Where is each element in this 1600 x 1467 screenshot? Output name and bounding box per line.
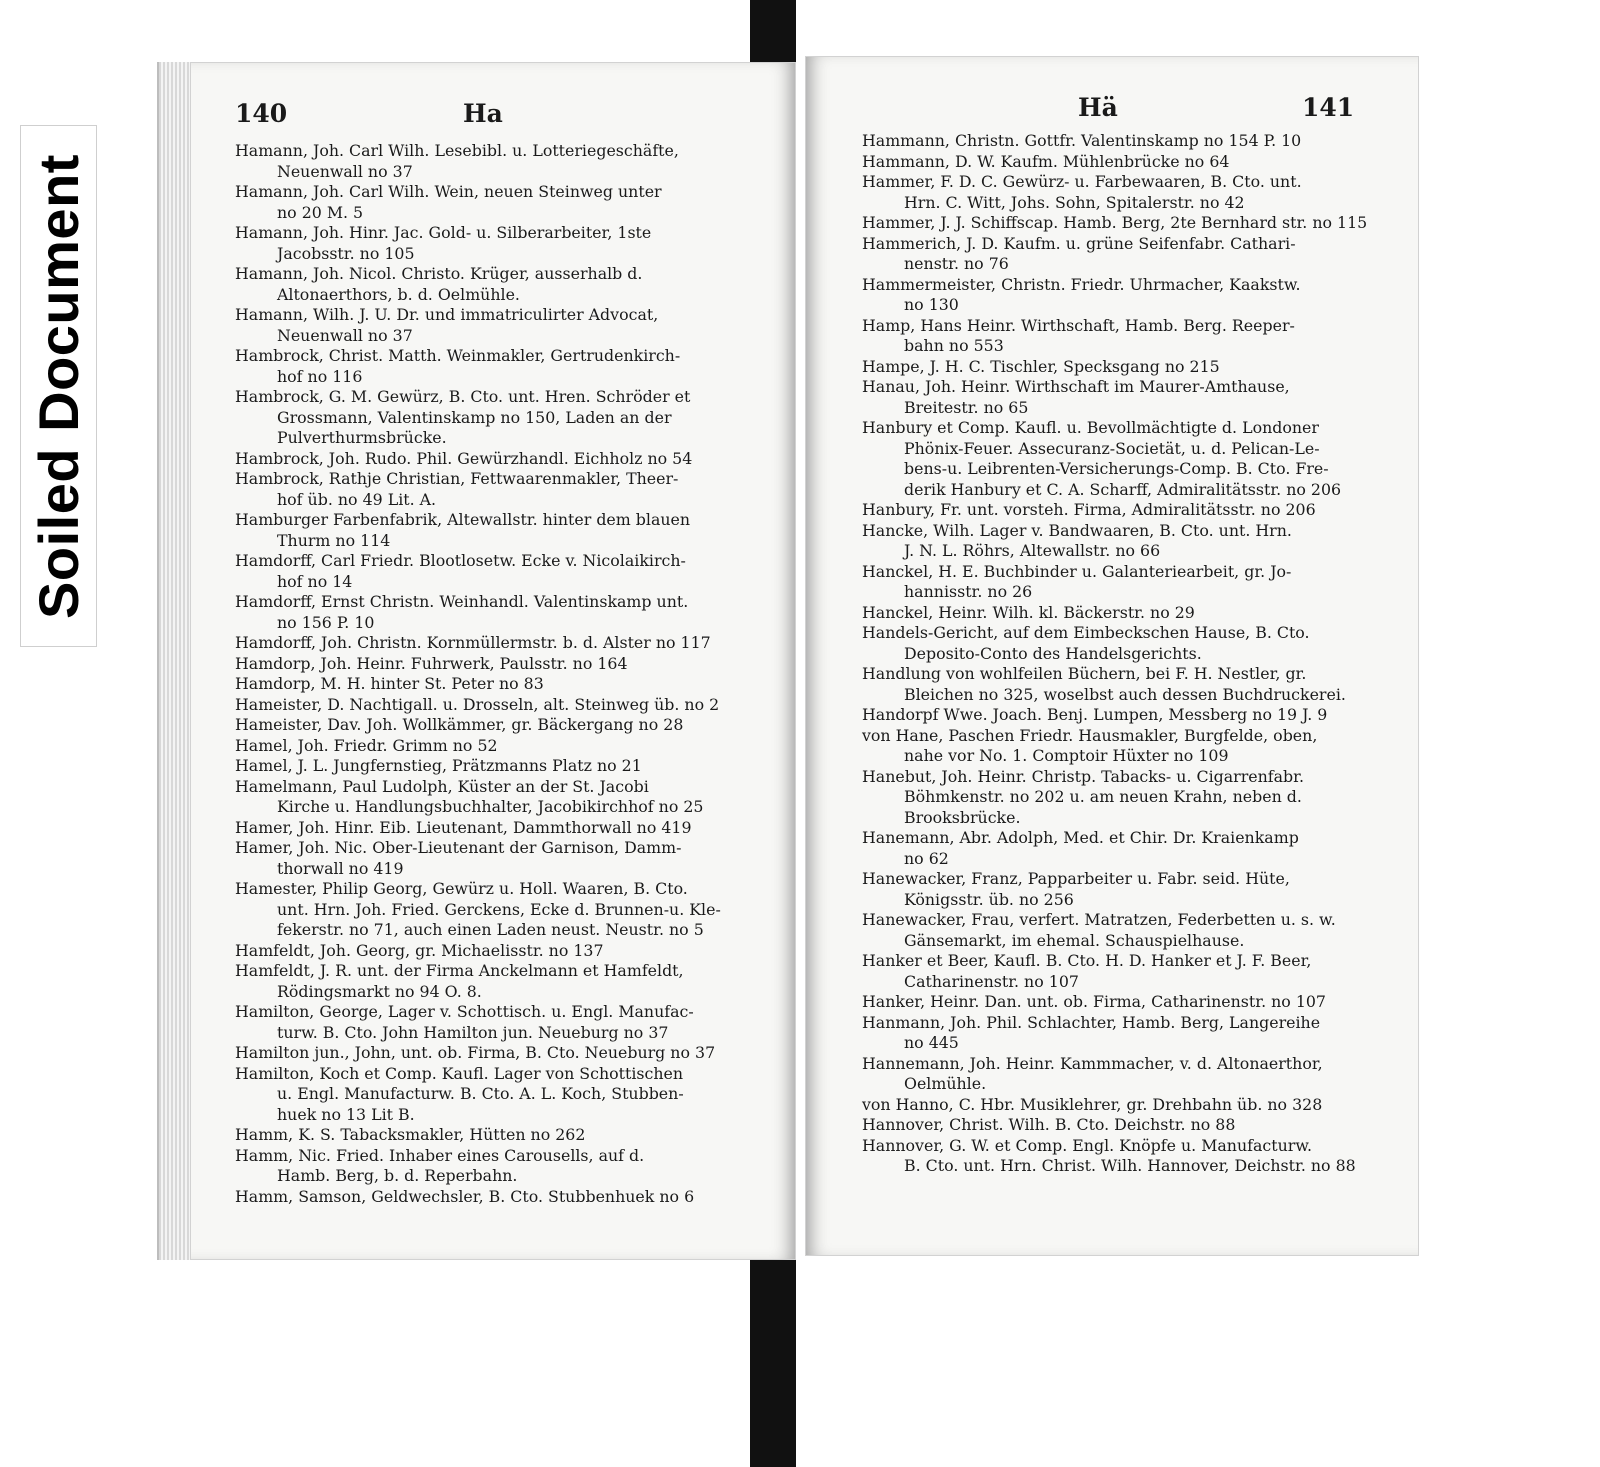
entry-continuation-line: nenstr. no 76 xyxy=(904,254,1009,273)
directory-entry xyxy=(862,1115,1382,1136)
directory-entry xyxy=(862,562,1382,603)
directory-entry xyxy=(235,1064,755,1126)
letter-heading: Ha xyxy=(463,99,503,128)
entry-continuation-line: Gänsemarkt, im ehemal. Schauspielhause. xyxy=(904,930,1245,950)
entry-continuation-line: Phönix-Feuer. Assecuranz-Societät, u. d. Pelican-Le- xyxy=(904,438,1320,458)
directory-entry xyxy=(235,941,755,962)
directory-entry xyxy=(235,818,755,839)
entry-line: Hamel, J. L. Jungfernstieg, Prätzmanns Platz no 21 xyxy=(235,756,642,775)
entry-line: Hambrock, Rathje Christian, Fettwaarenmakler, Theer- xyxy=(235,469,679,488)
entry-continuation-line: hannisstr. no 26 xyxy=(904,582,1033,601)
entry-line: Hamdorff, Ernst Christn. Weinhandl. Valentinskamp unt. xyxy=(235,592,689,611)
entry-line: Hamel, Joh. Friedr. Grimm no 52 xyxy=(235,735,498,755)
entry-line: von Hane, Paschen Friedr. Hausmakler, Burgfelde, oben, xyxy=(862,725,1318,745)
entry-line: von Hanno, C. Hbr. Musiklehrer, gr. Drehbahn üb. no 328 xyxy=(862,1094,1323,1114)
directory-entry xyxy=(235,387,755,449)
entry-line: Hamilton jun., John, unt. ob. Firma, B. Cto. Neueburg no 37 xyxy=(235,1043,716,1062)
entry-continuation-line: unt. Hrn. Joh. Fried. Gerckens, Ecke d. Brunnen-u. Kle- xyxy=(277,899,721,919)
directory-entry xyxy=(235,449,755,470)
entry-line: Hammann, D. W. Kaufm. Mühlenbrücke no 64 xyxy=(862,151,1230,171)
entry-continuation-line: Deposito-Conto des Handelsgerichts. xyxy=(904,643,1202,663)
directory-entry xyxy=(862,603,1382,624)
entry-continuation-line: Altonaerthors, b. d. Oelmühle. xyxy=(277,284,520,304)
entry-continuation-line: no 62 xyxy=(904,848,949,868)
directory-entry xyxy=(862,951,1382,992)
entry-continuation-line: huek no 13 Lit B. xyxy=(277,1104,415,1124)
entry-continuation-line: derik Hanbury et C. A. Scharff, Admiralitätsstr. no 206 xyxy=(904,479,1342,499)
left-page xyxy=(190,62,796,1260)
directory-entry xyxy=(862,664,1382,705)
directory-entry xyxy=(235,674,755,695)
side-label-text: Soiled Document xyxy=(27,153,91,619)
entry-line: Handorpf Wwe. Joach. Benj. Lumpen, Messberg no 19 J. 9 xyxy=(862,705,1328,724)
document-condition-label xyxy=(20,125,97,647)
entry-line: Hamer, Joh. Hinr. Eib. Lieutenant, Dammthorwall no 419 xyxy=(235,817,692,837)
entry-line: Hamdorp, M. H. hinter St. Peter no 83 xyxy=(235,674,544,693)
entry-line: Hanewacker, Frau, verfert. Matratzen, Federbetten u. s. w. xyxy=(862,910,1336,929)
directory-entry xyxy=(235,264,755,305)
entry-line: Hamilton, George, Lager v. Schottisch. u. Engl. Manufac- xyxy=(235,1002,694,1021)
directory-entry xyxy=(235,756,755,777)
page-number: 141 xyxy=(1302,93,1355,122)
entry-line: Hamm, K. S. Tabacksmakler, Hütten no 262 xyxy=(235,1125,586,1144)
directory-entry xyxy=(235,777,755,818)
directory-entry xyxy=(235,654,755,675)
entry-continuation-line: no 156 P. 10 xyxy=(277,612,375,632)
entry-line: Hamann, Joh. Carl Wilh. Lesebibl. u. Lotteriegeschäfte, xyxy=(235,141,679,160)
directory-entry xyxy=(235,551,755,592)
entry-line: Hanker, Heinr. Dan. unt. ob. Firma, Catharinenstr. no 107 xyxy=(862,992,1326,1011)
entry-line: Hannover, Christ. Wilh. B. Cto. Deichstr. no 88 xyxy=(862,1115,1236,1134)
directory-entry xyxy=(862,1054,1382,1095)
entry-line: Hameister, Dav. Joh. Wollkämmer, gr. Bäckergang no 28 xyxy=(235,715,684,734)
entry-continuation-line: Neuenwall no 37 xyxy=(277,161,413,181)
entry-line: Hamburger Farbenfabrik, Altewallstr. hinter dem blauen xyxy=(235,510,691,529)
entry-continuation-line: Hrn. C. Witt, Johs. Sohn, Spitalerstr. no 42 xyxy=(904,192,1245,212)
entry-line: Hamann, Joh. Carl Wilh. Wein, neuen Steinweg unter xyxy=(235,182,662,201)
directory-entry xyxy=(862,828,1382,869)
entry-line: Hamdorff, Carl Friedr. Blootlosetw. Ecke v. Nicolaikirch- xyxy=(235,551,686,570)
entry-line: Hamann, Joh. Hinr. Jac. Gold- u. Silberarbeiter, 1ste xyxy=(235,223,652,242)
entry-continuation-line: Breitestr. no 65 xyxy=(904,397,1029,417)
directory-entry xyxy=(862,623,1382,664)
entry-continuation-line: Rödingsmarkt no 94 O. 8. xyxy=(277,981,482,1001)
entry-line: Hamm, Samson, Geldwechsler, B. Cto. Stubbenhuek no 6 xyxy=(235,1186,695,1206)
entry-line: Hamester, Philip Georg, Gewürz u. Holl. Waaren, B. Cto. xyxy=(235,879,688,898)
entry-line: Handels-Gericht, auf dem Eimbeckschen Hause, B. Cto. xyxy=(862,623,1310,642)
entry-continuation-line: turw. B. Cto. John Hamilton jun. Neueburg no 37 xyxy=(277,1022,669,1042)
entry-line: Hambrock, Christ. Matth. Weinmakler, Gertrudenkirch- xyxy=(235,346,681,365)
directory-entry xyxy=(862,1095,1382,1116)
right-page-header xyxy=(806,93,1418,129)
entry-line: Hamm, Nic. Fried. Inhaber eines Carousells, auf d. xyxy=(235,1145,645,1165)
entry-continuation-line: Bleichen no 325, woselbst auch dessen Buchdruckerei. xyxy=(904,684,1346,704)
directory-entry xyxy=(235,961,755,1002)
entry-line: Hamdorp, Joh. Heinr. Fuhrwerk, Paulsstr. no 164 xyxy=(235,653,628,673)
entry-line: Hanckel, H. E. Buchbinder u. Galanteriearbeit, gr. Jo- xyxy=(862,561,1292,581)
directory-entry xyxy=(235,510,755,551)
directory-entry xyxy=(235,1125,755,1146)
entry-continuation-line: Catharinenstr. no 107 xyxy=(904,971,1079,991)
directory-entry xyxy=(862,910,1382,951)
entry-line: Hanemann, Abr. Adolph, Med. et Chir. Dr. Kraienkamp xyxy=(862,828,1299,847)
entry-continuation-line: bens-u. Leibrenten-Versicherungs-Comp. B. Cto. Fre- xyxy=(904,459,1329,478)
directory-entry xyxy=(235,346,755,387)
directory-entry xyxy=(862,172,1382,213)
directory-entry xyxy=(235,838,755,879)
entry-line: Hameister, D. Nachtigall. u. Drosseln, alt. Steinweg üb. no 2 xyxy=(235,694,720,714)
entry-line: Hambrock, G. M. Gewürz, B. Cto. unt. Hren. Schröder et xyxy=(235,387,691,406)
entry-line: Hammann, Christn. Gottfr. Valentinskamp no 154 P. 10 xyxy=(862,131,1302,150)
entry-continuation-line: nahe vor No. 1. Comptoir Hüxter no 109 xyxy=(904,746,1229,765)
directory-entry xyxy=(862,767,1382,829)
book-spine-bottom xyxy=(750,1255,796,1467)
directory-entry xyxy=(235,223,755,264)
entry-continuation-line: Böhmkenstr. no 202 u. am neuen Krahn, neben d. xyxy=(904,787,1302,806)
entry-continuation-line: Grossmann, Valentinskamp no 150, Laden an der xyxy=(277,407,672,427)
entry-continuation-line: Hamb. Berg, b. d. Reperbahn. xyxy=(277,1166,518,1185)
entry-line: Hammer, F. D. C. Gewürz- u. Farbewaaren, B. Cto. unt. xyxy=(862,172,1302,191)
directory-entry xyxy=(235,1187,755,1208)
entry-line: Hamann, Joh. Nicol. Christo. Krüger, ausserhalb d. xyxy=(235,264,643,283)
directory-entry xyxy=(235,182,755,223)
directory-entry xyxy=(862,357,1382,378)
entry-line: Hanewacker, Franz, Papparbeiter u. Fabr. seid. Hüte, xyxy=(862,869,1290,888)
directory-entry xyxy=(862,316,1382,357)
right-entry-list xyxy=(862,131,1382,1177)
entry-continuation-line: hof üb. no 49 Lit. A. xyxy=(277,489,437,509)
directory-entry xyxy=(862,500,1382,521)
directory-entry xyxy=(862,213,1382,234)
directory-entry xyxy=(862,234,1382,275)
directory-entry xyxy=(862,1013,1382,1054)
directory-entry xyxy=(235,592,755,633)
entry-line: Hamilton, Koch et Comp. Kaufl. Lager von Schottischen xyxy=(235,1063,684,1083)
directory-entry xyxy=(235,469,755,510)
left-entry-list xyxy=(235,141,755,1207)
entry-line: Hanebut, Joh. Heinr. Christp. Tabacks- u. Cigarrenfabr. xyxy=(862,766,1305,786)
entry-line: Hambrock, Joh. Rudo. Phil. Gewürzhandl. Eichholz no 54 xyxy=(235,448,693,468)
directory-entry xyxy=(862,705,1382,726)
entry-continuation-line: Oelmühle. xyxy=(904,1074,987,1093)
entry-line: Hammer, J. J. Schiffscap. Hamb. Berg, 2te Bernhard str. no 115 xyxy=(862,213,1368,232)
entry-line: Hamann, Wilh. J. U. Dr. und immatriculirter Advocat, xyxy=(235,305,659,324)
right-page xyxy=(805,56,1419,1256)
left-page-header xyxy=(191,99,795,135)
entry-continuation-line: bahn no 553 xyxy=(904,336,1004,355)
entry-line: Hanau, Joh. Heinr. Wirthschaft im Maurer-Amthause, xyxy=(862,377,1290,396)
entry-line: Hammermeister, Christn. Friedr. Uhrmacher, Kaakstw. xyxy=(862,274,1301,294)
directory-entry xyxy=(862,377,1382,418)
entry-continuation-line: hof no 14 xyxy=(277,571,353,591)
entry-continuation-line: Thurm no 114 xyxy=(277,530,391,550)
entry-continuation-line: Königsstr. üb. no 256 xyxy=(904,889,1074,909)
entry-continuation-line: u. Engl. Manufacturw. B. Cto. A. L. Koch, Stubben- xyxy=(277,1084,684,1103)
directory-entry xyxy=(862,1136,1382,1177)
entry-continuation-line: B. Cto. unt. Hrn. Christ. Wilh. Hannover, Deichstr. no 88 xyxy=(904,1156,1356,1175)
entry-continuation-line: Pulverthurmsbrücke. xyxy=(277,428,447,447)
entry-line: Hannemann, Joh. Heinr. Kammmacher, v. d. Altonaerthor, xyxy=(862,1053,1323,1073)
directory-entry xyxy=(235,1146,755,1187)
directory-entry xyxy=(235,695,755,716)
letter-heading: Hä xyxy=(1078,93,1118,122)
entry-continuation-line: J. N. L. Röhrs, Altewallstr. no 66 xyxy=(904,541,1161,560)
directory-entry xyxy=(235,715,755,736)
entry-line: Hamdorff, Joh. Christn. Kornmüllermstr. b. d. Alster no 117 xyxy=(235,633,711,652)
entry-continuation-line: Brooksbrücke. xyxy=(904,807,1021,827)
entry-continuation-line: fekerstr. no 71, auch einen Laden neust. Neustr. no 5 xyxy=(277,920,704,939)
page-number: 140 xyxy=(235,99,288,128)
entry-continuation-line: no 20 M. 5 xyxy=(277,202,364,222)
entry-line: Hammerich, J. D. Kaufm. u. grüne Seifenfabr. Cathari- xyxy=(862,233,1296,253)
directory-entry xyxy=(862,131,1382,152)
entry-continuation-line: Kirche u. Handlungsbuchhalter, Jacobikirchhof no 25 xyxy=(277,797,704,816)
entry-continuation-line: no 445 xyxy=(904,1033,959,1052)
directory-entry xyxy=(235,736,755,757)
entry-line: Hanbury, Fr. unt. vorsteh. Firma, Admiralitätsstr. no 206 xyxy=(862,500,1316,519)
entry-continuation-line: hof no 116 xyxy=(277,366,363,386)
entry-line: Hamfeldt, Joh. Georg, gr. Michaelisstr. no 137 xyxy=(235,940,604,960)
directory-entry xyxy=(235,1002,755,1043)
entry-line: Hanbury et Comp. Kaufl. u. Bevollmächtigte d. Londoner xyxy=(862,418,1319,437)
entry-continuation-line: Neuenwall no 37 xyxy=(277,325,413,345)
entry-line: Hamp, Hans Heinr. Wirthschaft, Hamb. Berg. Reeper- xyxy=(862,315,1295,335)
entry-line: Handlung von wohlfeilen Büchern, bei F. H. Nestler, gr. xyxy=(862,664,1307,683)
directory-entry xyxy=(862,869,1382,910)
entry-line: Hamer, Joh. Nic. Ober-Lieutenant der Garnison, Damm- xyxy=(235,838,682,857)
entry-line: Hanker et Beer, Kaufl. B. Cto. H. D. Hanker et J. F. Beer, xyxy=(862,951,1312,970)
entry-continuation-line: Jacobsstr. no 105 xyxy=(277,243,415,263)
directory-entry xyxy=(235,879,755,941)
entry-line: Hampe, J. H. C. Tischler, Specksgang no 215 xyxy=(862,356,1220,376)
directory-entry xyxy=(235,305,755,346)
directory-entry xyxy=(862,152,1382,173)
directory-entry xyxy=(862,521,1382,562)
entry-line: Hancke, Wilh. Lager v. Bandwaaren, B. Cto. unt. Hrn. xyxy=(862,520,1292,540)
book-spine-top xyxy=(750,0,796,62)
entry-line: Hamelmann, Paul Ludolph, Küster an der St. Jacobi xyxy=(235,776,649,796)
entry-continuation-line: thorwall no 419 xyxy=(277,858,404,878)
entry-line: Hanckel, Heinr. Wilh. kl. Bäckerstr. no 29 xyxy=(862,602,1195,622)
entry-line: Hannover, G. W. et Comp. Engl. Knöpfe u. Manufacturw. xyxy=(862,1135,1312,1155)
directory-entry xyxy=(862,418,1382,500)
directory-entry xyxy=(862,275,1382,316)
directory-entry xyxy=(862,726,1382,767)
entry-line: Hamfeldt, J. R. unt. der Firma Anckelmann et Hamfeldt, xyxy=(235,961,684,980)
directory-entry xyxy=(235,1043,755,1064)
entry-line: Hanmann, Joh. Phil. Schlachter, Hamb. Berg, Langereihe xyxy=(862,1012,1321,1032)
entry-continuation-line: no 130 xyxy=(904,295,959,314)
directory-entry xyxy=(235,141,755,182)
directory-entry xyxy=(862,992,1382,1013)
directory-entry xyxy=(235,633,755,654)
